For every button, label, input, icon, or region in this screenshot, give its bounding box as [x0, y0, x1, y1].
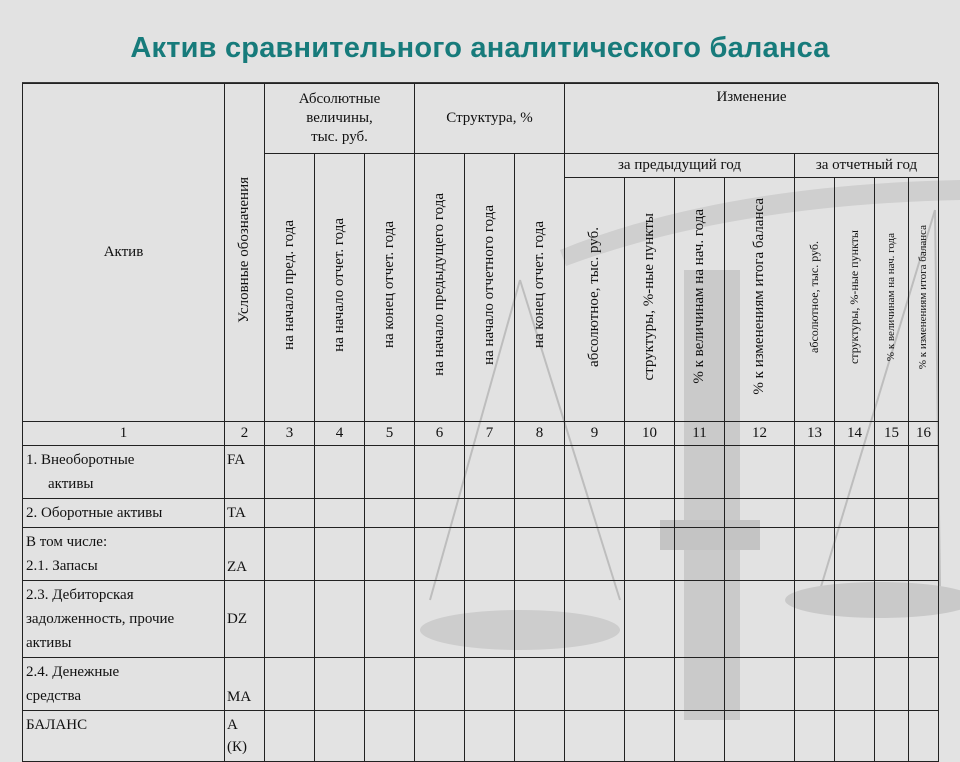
header-report-col-1	[795, 178, 835, 422]
table-cell	[315, 711, 365, 762]
row-label	[23, 446, 225, 499]
table-cell	[835, 581, 875, 658]
table-cell	[465, 581, 515, 658]
table-cell	[365, 658, 415, 711]
header-struct-col-1	[415, 154, 465, 422]
balance-table	[22, 83, 939, 762]
table-cell	[515, 581, 565, 658]
column-number: 10	[625, 422, 675, 446]
row-code	[225, 711, 265, 762]
table-cell	[625, 499, 675, 528]
header-report-col-2	[835, 178, 875, 422]
table-cell	[725, 446, 795, 499]
header-abs-col-3	[365, 154, 415, 422]
row-label: 2. Оборотные активы	[23, 499, 225, 528]
table-cell	[875, 711, 909, 762]
header-report-col-4	[909, 178, 939, 422]
header-report-col-2-label: структуры, %-ные пункты	[846, 229, 861, 364]
table-cell	[725, 499, 795, 528]
table-cell	[315, 528, 365, 581]
table-cell	[835, 658, 875, 711]
table-cell	[465, 446, 515, 499]
table-row	[23, 528, 939, 581]
table-cell	[515, 499, 565, 528]
table-cell	[515, 658, 565, 711]
row-label-line: В том числе:	[26, 534, 108, 550]
column-number: 6	[415, 422, 465, 446]
row-label-line: 2.4. Денежные	[26, 664, 120, 680]
table-cell	[415, 499, 465, 528]
table-cell	[415, 711, 465, 762]
table-row	[23, 446, 939, 499]
table-cell	[675, 528, 725, 581]
table-cell	[625, 711, 675, 762]
table-cell	[265, 499, 315, 528]
table-cell	[515, 711, 565, 762]
header-abs-col-2-label: на начало отчет. года	[331, 217, 348, 352]
header-struct-col-2	[465, 154, 515, 422]
table-cell	[725, 528, 795, 581]
table-cell	[315, 658, 365, 711]
table-cell	[265, 446, 315, 499]
table-cell	[565, 581, 625, 658]
table-cell	[625, 658, 675, 711]
table-cell	[909, 528, 939, 581]
header-abs-col-2	[315, 154, 365, 422]
header-absolute-line3: тыс. руб.	[311, 128, 368, 145]
table-cell	[675, 581, 725, 658]
header-absolute-line2: величины,	[306, 110, 373, 127]
table-cell	[415, 446, 465, 499]
header-prev-col-3	[675, 178, 725, 422]
table-cell	[675, 446, 725, 499]
table-cell	[565, 658, 625, 711]
table-cell	[415, 658, 465, 711]
table-row	[23, 581, 939, 658]
table-cell	[725, 581, 795, 658]
column-number: 9	[565, 422, 625, 446]
table-row	[23, 711, 939, 762]
header-struct-col-1-label: на начало предыдущего года	[431, 193, 448, 377]
header-codes	[225, 84, 265, 422]
slide-title: Актив сравнительного аналитического баланса	[130, 32, 830, 64]
table-cell	[795, 499, 835, 528]
table-cell	[465, 528, 515, 581]
table-cell	[465, 499, 515, 528]
row-label-line	[26, 472, 221, 496]
column-number: 16	[909, 422, 939, 446]
table-cell	[909, 446, 939, 499]
header-abs-col-3-label: на конец отчет. года	[381, 221, 398, 349]
header-prev-col-2-label: структуры, %-ные пункты	[641, 212, 658, 381]
table-cell	[365, 528, 415, 581]
header-report-col-1-label: абсолютное, тыс. руб.	[806, 240, 821, 353]
table-cell	[835, 446, 875, 499]
column-number: 1	[23, 422, 225, 446]
header-prev-col-3-label: % к величинам на нач. года	[691, 209, 708, 384]
table-cell	[365, 581, 415, 658]
header-prev-col-1-label: абсолютное, тыс. руб.	[586, 226, 603, 367]
row-label-line: задолженность, прочие	[26, 611, 175, 627]
table-cell	[795, 528, 835, 581]
header-prev-col-4	[725, 178, 795, 422]
table-cell	[909, 711, 939, 762]
table-cell	[415, 528, 465, 581]
row-code: DZ	[225, 581, 265, 658]
header-codes-label: Условные обозначения	[236, 176, 253, 323]
table-cell	[625, 528, 675, 581]
table-cell	[465, 711, 515, 762]
table-cell	[265, 711, 315, 762]
table-cell	[315, 499, 365, 528]
table-cell	[315, 581, 365, 658]
table-cell	[909, 581, 939, 658]
table-cell	[365, 499, 415, 528]
row-label	[23, 528, 225, 581]
table-cell	[835, 528, 875, 581]
table-cell	[875, 581, 909, 658]
table-cell	[265, 658, 315, 711]
row-code: FA	[225, 446, 265, 499]
row-code: MA	[225, 658, 265, 711]
table-row	[23, 658, 939, 711]
header-abs-col-1	[265, 154, 315, 422]
table-cell	[365, 711, 415, 762]
row-code-line: А	[227, 717, 238, 733]
table-cell	[675, 711, 725, 762]
table-cell	[725, 658, 795, 711]
table-cell	[625, 581, 675, 658]
row-label-line: активы	[26, 635, 72, 651]
column-number: 2	[225, 422, 265, 446]
table-cell	[565, 528, 625, 581]
column-number: 12	[725, 422, 795, 446]
table-cell	[875, 446, 909, 499]
table-cell	[795, 711, 835, 762]
row-code: ZA	[225, 528, 265, 581]
header-struct-col-2-label: на начало отчетного года	[481, 204, 498, 365]
column-number: 11	[675, 422, 725, 446]
row-label: БАЛАНС	[23, 711, 225, 762]
table-cell	[365, 446, 415, 499]
table-cell	[795, 658, 835, 711]
table-cell	[795, 446, 835, 499]
header-struct-col-3-label: на конец отчет. года	[531, 221, 548, 349]
header-aktiv: Актив	[23, 84, 225, 422]
table-cell	[625, 446, 675, 499]
table-row	[23, 499, 939, 528]
row-label-indent: активы	[48, 476, 94, 492]
column-number: 7	[465, 422, 515, 446]
table-cell	[565, 499, 625, 528]
table-cell	[875, 499, 909, 528]
row-label-line: 1. Внеоборотные	[26, 452, 135, 468]
header-absolute-line1: Абсолютные	[298, 91, 381, 108]
row-label-line: средства	[26, 688, 82, 704]
header-row-top	[23, 84, 939, 154]
header-absolute	[265, 84, 415, 154]
table-cell	[675, 658, 725, 711]
table-cell	[565, 711, 625, 762]
table-cell	[265, 528, 315, 581]
table-cell	[315, 446, 365, 499]
table-cell	[465, 658, 515, 711]
row-label-line: 2.3. Дебиторская	[26, 587, 134, 603]
table-cell	[875, 528, 909, 581]
row-code-line: (К)	[227, 739, 247, 755]
header-report-col-3-label: % к величинам на нач. года	[885, 232, 898, 361]
header-prev-year: за предыдущий год	[565, 154, 795, 178]
header-structure: Структура, %	[415, 84, 565, 154]
table-cell	[725, 711, 795, 762]
row-code: TA	[225, 499, 265, 528]
table-cell	[515, 528, 565, 581]
header-prev-col-1	[565, 178, 625, 422]
header-prev-col-4-label: % к изменениям итога баланса	[751, 198, 768, 395]
header-report-year: за отчетный год	[795, 154, 939, 178]
header-struct-col-3	[515, 154, 565, 422]
column-number: 8	[515, 422, 565, 446]
table-cell	[835, 711, 875, 762]
column-number: 13	[795, 422, 835, 446]
column-number: 5	[365, 422, 415, 446]
row-label-line: 2.1. Запасы	[26, 558, 98, 574]
table-cell	[875, 658, 909, 711]
header-abs-col-1-label: на начало пред. года	[281, 219, 298, 350]
table-cell	[835, 499, 875, 528]
table-cell	[265, 581, 315, 658]
header-prev-col-2	[625, 178, 675, 422]
table-cell	[909, 658, 939, 711]
table-cell	[795, 581, 835, 658]
column-number: 15	[875, 422, 909, 446]
table-cell	[909, 499, 939, 528]
table-cell	[675, 499, 725, 528]
header-report-col-3	[875, 178, 909, 422]
table-cell	[515, 446, 565, 499]
table-cell	[565, 446, 625, 499]
row-label	[23, 658, 225, 711]
row-label	[23, 581, 225, 658]
column-number: 4	[315, 422, 365, 446]
header-report-col-4-label: % к изменениям итога баланса	[917, 224, 930, 369]
column-number: 14	[835, 422, 875, 446]
table-cell	[415, 581, 465, 658]
column-number-row	[23, 422, 939, 446]
header-change: Изменение	[565, 84, 939, 154]
column-number: 3	[265, 422, 315, 446]
